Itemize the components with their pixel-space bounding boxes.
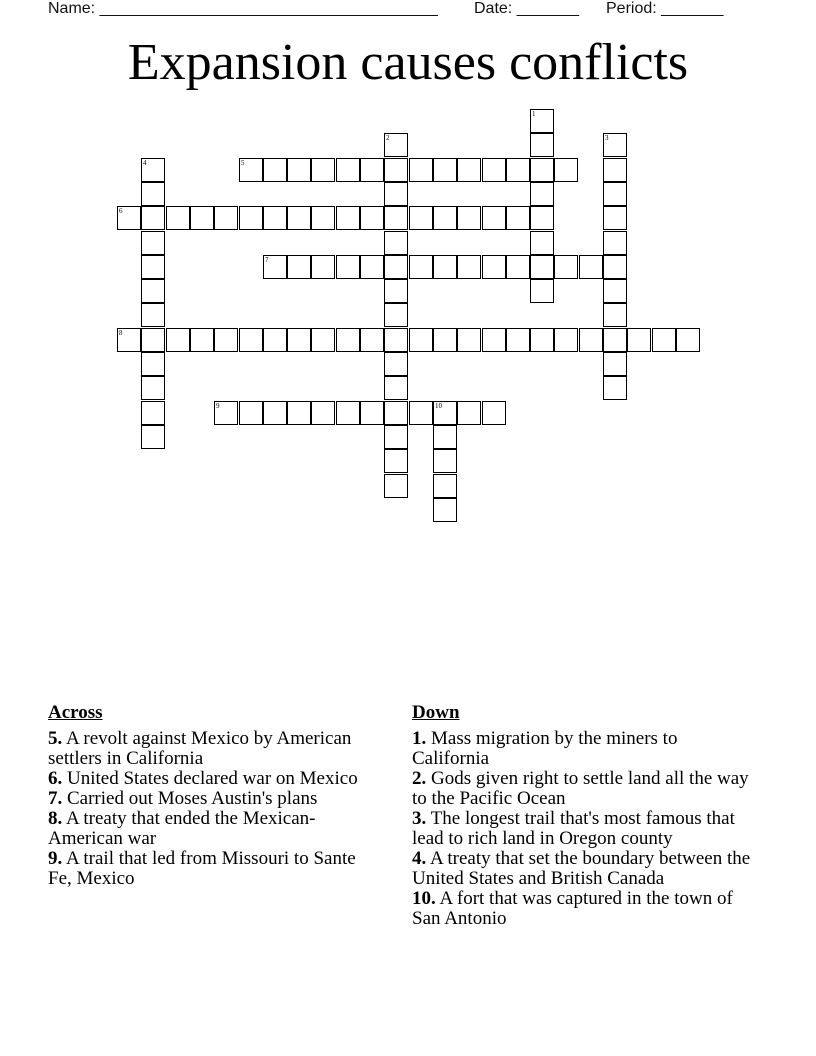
crossword-cell[interactable]	[190, 206, 214, 230]
clue-down-3: 3. The longest trail that's most famous that lead to rich land in Oregon county	[412, 808, 735, 849]
crossword-cell[interactable]	[384, 279, 408, 303]
crossword-cell[interactable]	[214, 401, 238, 425]
crossword-cell[interactable]	[603, 133, 627, 157]
clue-number-label: 4	[143, 159, 147, 167]
crossword-cell[interactable]	[311, 255, 335, 279]
crossword-cell[interactable]	[384, 303, 408, 327]
crossword-cell[interactable]	[384, 449, 408, 473]
crossword-cell[interactable]	[603, 182, 627, 206]
crossword-cell[interactable]	[384, 133, 408, 157]
clue-number-label: 6	[119, 207, 123, 215]
crossword-cell[interactable]	[530, 279, 554, 303]
crossword-cell[interactable]	[311, 328, 335, 352]
crossword-cell[interactable]	[287, 401, 311, 425]
clue-number-label: 9	[216, 402, 220, 410]
crossword-cell[interactable]	[409, 255, 433, 279]
crossword-cell[interactable]	[141, 328, 165, 352]
crossword-cell[interactable]	[409, 206, 433, 230]
crossword-cell[interactable]	[384, 474, 408, 498]
crossword-cell[interactable]	[287, 158, 311, 182]
across-clues	[48, 703, 378, 889]
crossword-cell[interactable]	[482, 158, 506, 182]
name-field: Name: ______________________________________	[48, 0, 438, 17]
crossword-cell[interactable]	[384, 425, 408, 449]
crossword-cell[interactable]	[409, 328, 433, 352]
crossword-cell[interactable]	[530, 328, 554, 352]
crossword-cell[interactable]	[506, 206, 530, 230]
crossword-cell[interactable]	[336, 255, 360, 279]
clue-number-label: 7	[265, 256, 269, 264]
crossword-cell[interactable]	[141, 182, 165, 206]
crossword-cell[interactable]	[384, 255, 408, 279]
crossword-cell[interactable]	[287, 255, 311, 279]
clue-number-label: 1	[532, 110, 536, 118]
crossword-cell[interactable]	[239, 206, 263, 230]
page-title: Expansion causes conflicts	[127, 34, 689, 91]
clue-across-7: 7. Carried out Moses Austin's plans	[48, 788, 318, 809]
crossword-cell[interactable]	[554, 158, 578, 182]
crossword-cell[interactable]	[384, 231, 408, 255]
crossword-cell[interactable]	[190, 328, 214, 352]
crossword-cell[interactable]	[530, 206, 554, 230]
crossword-cell[interactable]	[482, 255, 506, 279]
clue-number-label: 2	[386, 134, 390, 142]
crossword-cell[interactable]	[457, 255, 481, 279]
crossword-cell[interactable]	[603, 328, 627, 352]
crossword-cell[interactable]	[457, 401, 481, 425]
crossword-cell[interactable]	[384, 401, 408, 425]
crossword-cell[interactable]	[311, 401, 335, 425]
crossword-cell[interactable]	[311, 158, 335, 182]
across-heading: Across	[48, 702, 103, 723]
crossword-cell[interactable]	[214, 206, 238, 230]
crossword-cell[interactable]	[214, 328, 238, 352]
crossword-cell[interactable]	[141, 158, 165, 182]
crossword-cell[interactable]	[433, 401, 457, 425]
crossword-cell[interactable]	[433, 498, 457, 522]
crossword-cell[interactable]	[117, 328, 141, 352]
date-field: Date: _______	[474, 0, 579, 17]
crossword-cell[interactable]	[433, 425, 457, 449]
clue-across-6: 6. United States declared war on Mexico	[48, 768, 358, 789]
crossword-cell[interactable]	[554, 255, 578, 279]
crossword-cell[interactable]	[603, 206, 627, 230]
crossword-cell[interactable]	[336, 158, 360, 182]
crossword-cell[interactable]	[603, 303, 627, 327]
crossword-cell[interactable]	[433, 255, 457, 279]
crossword-cell[interactable]	[603, 376, 627, 400]
crossword-cell[interactable]	[530, 255, 554, 279]
crossword-cell[interactable]	[360, 158, 384, 182]
crossword-cell[interactable]	[239, 158, 263, 182]
crossword-cell[interactable]	[141, 376, 165, 400]
crossword-cell[interactable]	[239, 328, 263, 352]
crossword-cell[interactable]	[433, 474, 457, 498]
crossword-cell[interactable]	[603, 352, 627, 376]
clue-number-label: 10	[435, 402, 442, 410]
crossword-cell[interactable]	[457, 206, 481, 230]
crossword-cell[interactable]	[141, 352, 165, 376]
crossword-cell[interactable]	[676, 328, 700, 352]
crossword-cell[interactable]	[360, 328, 384, 352]
clue-across-5: 5. A revolt against Mexico by American settlers in California	[48, 728, 352, 769]
crossword-cell[interactable]	[263, 255, 287, 279]
clue-down-4: 4. A treaty that set the boundary between the United States and British Canada	[412, 848, 751, 889]
crossword-cell[interactable]	[652, 328, 676, 352]
crossword-cell[interactable]	[506, 328, 530, 352]
down-heading: Down	[412, 702, 460, 723]
crossword-cell[interactable]	[166, 206, 190, 230]
crossword-cell[interactable]	[457, 328, 481, 352]
crossword-cell[interactable]	[141, 401, 165, 425]
down-clues	[412, 703, 752, 929]
crossword-cell[interactable]	[287, 328, 311, 352]
crossword-cell[interactable]	[239, 401, 263, 425]
crossword-cell[interactable]	[384, 352, 408, 376]
crossword-cell[interactable]	[530, 109, 554, 133]
crossword-cell[interactable]	[384, 182, 408, 206]
crossword-cell[interactable]	[579, 328, 603, 352]
crossword-cell[interactable]	[141, 231, 165, 255]
crossword-cell[interactable]	[482, 401, 506, 425]
crossword-cell[interactable]	[141, 303, 165, 327]
crossword-cell[interactable]	[530, 231, 554, 255]
crossword-cell[interactable]	[141, 279, 165, 303]
clue-down-2: 2. Gods given right to settle land all the way to the Pacific Ocean	[412, 768, 749, 809]
crossword-cell[interactable]	[433, 449, 457, 473]
crossword-grid	[117, 109, 703, 525]
crossword-cell[interactable]	[384, 376, 408, 400]
crossword-cell[interactable]	[311, 206, 335, 230]
clue-number-label: 5	[241, 159, 245, 167]
crossword-cell[interactable]	[360, 401, 384, 425]
crossword-cell[interactable]	[409, 401, 433, 425]
crossword-cell[interactable]	[603, 279, 627, 303]
crossword-cell[interactable]	[530, 133, 554, 157]
crossword-cell[interactable]	[579, 255, 603, 279]
crossword-cell[interactable]	[433, 158, 457, 182]
crossword-cell[interactable]	[287, 206, 311, 230]
crossword-cell[interactable]	[166, 328, 190, 352]
clue-across-8: 8. A treaty that ended the Mexican-American war	[48, 808, 316, 849]
clue-across-9: 9. A trail that led from Missouri to Sante Fe, Mexico	[48, 848, 356, 889]
crossword-cell[interactable]	[336, 206, 360, 230]
crossword-cell[interactable]	[141, 255, 165, 279]
clue-number-label: 8	[119, 329, 123, 337]
crossword-cell[interactable]	[141, 206, 165, 230]
crossword-cell[interactable]	[141, 425, 165, 449]
crossword-cell[interactable]	[360, 206, 384, 230]
clue-down-1: 1. Mass migration by the miners to California	[412, 728, 678, 769]
crossword-cell[interactable]	[409, 158, 433, 182]
clue-down-10: 10. A fort that was captured in the town of San Antonio	[412, 888, 733, 929]
crossword-cell[interactable]	[384, 328, 408, 352]
crossword-cell[interactable]	[263, 328, 287, 352]
crossword-cell[interactable]	[603, 158, 627, 182]
crossword-cell[interactable]	[117, 206, 141, 230]
crossword-cell[interactable]	[603, 231, 627, 255]
crossword-cell[interactable]	[627, 328, 651, 352]
crossword-cell[interactable]	[554, 328, 578, 352]
crossword-cell[interactable]	[530, 158, 554, 182]
crossword-cell[interactable]	[506, 158, 530, 182]
period-field: Period: _______	[606, 0, 724, 17]
crossword-cell[interactable]	[530, 182, 554, 206]
crossword-cell[interactable]	[603, 255, 627, 279]
crossword-cell[interactable]	[457, 158, 481, 182]
clue-number-label: 3	[605, 134, 609, 142]
crossword-cell[interactable]	[336, 328, 360, 352]
crossword-cell[interactable]	[263, 401, 287, 425]
crossword-cell[interactable]	[433, 206, 457, 230]
crossword-cell[interactable]	[263, 158, 287, 182]
crossword-cell[interactable]	[263, 206, 287, 230]
crossword-cell[interactable]	[482, 328, 506, 352]
crossword-cell[interactable]	[433, 328, 457, 352]
crossword-cell[interactable]	[384, 158, 408, 182]
crossword-cell[interactable]	[360, 255, 384, 279]
crossword-cell[interactable]	[482, 206, 506, 230]
crossword-cell[interactable]	[384, 206, 408, 230]
crossword-cell[interactable]	[336, 401, 360, 425]
crossword-cell[interactable]	[506, 255, 530, 279]
